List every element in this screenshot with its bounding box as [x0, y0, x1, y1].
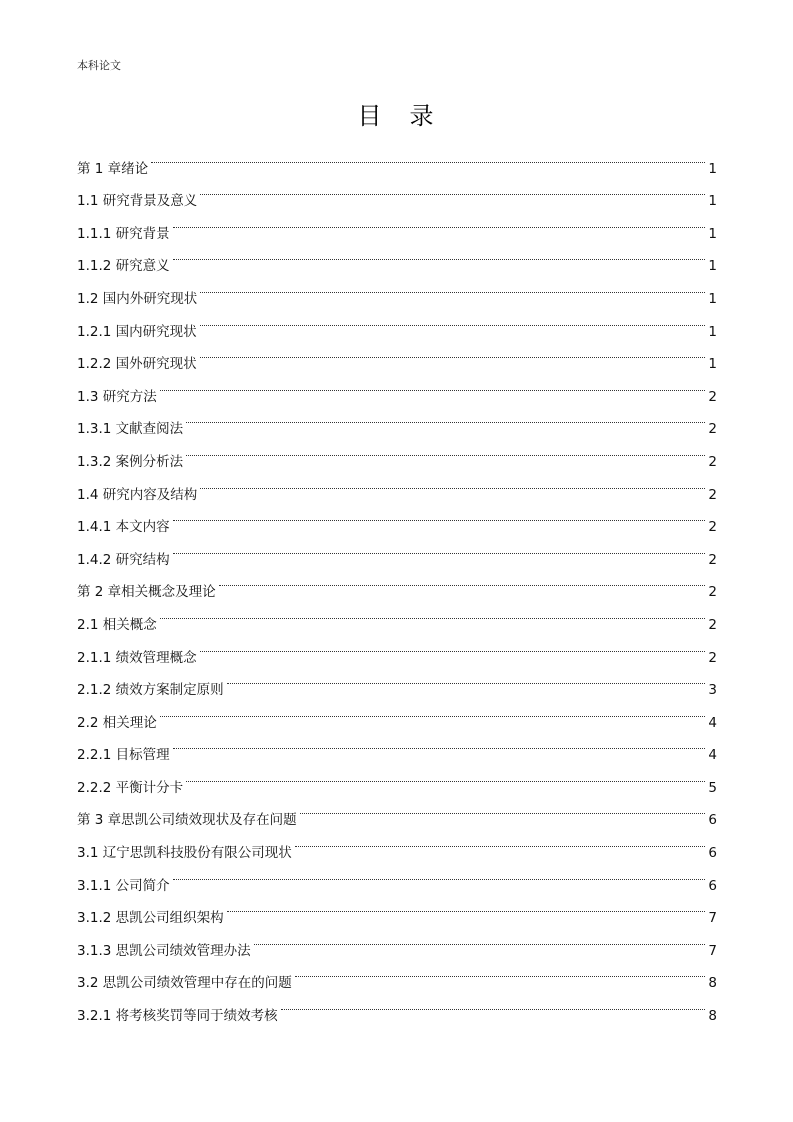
toc-entry-page-number: 1 — [708, 258, 717, 275]
toc-entry-page-number: 8 — [708, 1008, 717, 1025]
toc-entry[interactable] — [77, 173, 717, 210]
toc-entry-label[interactable]: 3.1 辽宁思凯科技股份有限公司现状 — [77, 845, 292, 862]
toc-entry-label[interactable]: 2.1.2 绩效方案制定原则 — [77, 682, 224, 699]
toc-entry-page-number: 1 — [708, 323, 717, 340]
toc-entry[interactable] — [77, 401, 717, 438]
toc-title-part2: 录 — [409, 102, 436, 130]
toc-entry-page-number: 2 — [708, 616, 717, 633]
toc-entry-label[interactable]: 2.2.2 平衡计分卡 — [77, 779, 184, 796]
toc-dot-leader — [200, 336, 706, 369]
toc-dot-leader — [254, 922, 706, 955]
toc-entry-label[interactable]: 1.3.2 案例分析法 — [77, 453, 184, 470]
toc-dot-leader — [173, 857, 706, 890]
toc-dot-leader — [186, 433, 705, 466]
toc-entry-label[interactable]: 1.1.1 研究背景 — [77, 225, 170, 242]
toc-entry-label[interactable]: 1.1.2 研究意义 — [77, 258, 170, 275]
toc-entry-label[interactable]: 3.1.2 思凯公司组织架构 — [77, 910, 224, 927]
toc-entry-label[interactable]: 1.2.2 国外研究现状 — [77, 356, 197, 373]
toc-entry-label[interactable]: 1.2 国内外研究现状 — [77, 290, 198, 307]
toc-entry-label[interactable]: 3.1.3 思凯公司绩效管理办法 — [77, 942, 251, 959]
toc-dot-leader — [160, 368, 706, 401]
toc-entry-page-number: 7 — [708, 942, 717, 959]
toc-entry-label[interactable]: 1.4 研究内容及结构 — [77, 486, 198, 503]
toc-dot-leader — [173, 727, 706, 760]
toc-entry-label[interactable]: 2.2.1 目标管理 — [77, 747, 170, 764]
toc-dot-leader — [295, 955, 706, 988]
toc-dot-leader — [173, 499, 706, 532]
toc-entry-label[interactable]: 第 1 章绪论 — [77, 160, 149, 177]
toc-entry-page-number: 4 — [708, 747, 717, 764]
toc-dot-leader — [160, 596, 706, 629]
toc-list — [77, 140, 717, 1025]
toc-entry[interactable] — [77, 270, 717, 307]
toc-entry-page-number: 4 — [708, 714, 717, 731]
toc-entry-page-number: 8 — [708, 975, 717, 992]
toc-entry-label[interactable]: 1.4.2 研究结构 — [77, 551, 170, 568]
toc-entry-label[interactable]: 1.1 研究背景及意义 — [77, 193, 198, 210]
toc-entry[interactable] — [77, 499, 717, 536]
toc-entry-page-number: 3 — [708, 682, 717, 699]
toc-entry-page-number: 2 — [708, 388, 717, 405]
toc-entry[interactable] — [77, 368, 717, 405]
toc-entry-page-number: 6 — [708, 845, 717, 862]
toc-dot-leader — [200, 270, 705, 303]
toc-entry-page-number: 6 — [708, 812, 717, 829]
toc-entry-label[interactable]: 1.3.1 文献查阅法 — [77, 421, 184, 438]
toc-dot-leader — [173, 531, 706, 564]
toc-entry-label[interactable]: 1.2.1 国内研究现状 — [77, 323, 197, 340]
toc-dot-leader — [186, 759, 705, 792]
toc-entry-page-number: 2 — [708, 649, 717, 666]
toc-entry-page-number: 5 — [708, 779, 717, 796]
toc-dot-leader — [200, 629, 706, 662]
toc-entry[interactable] — [77, 564, 717, 601]
toc-entry-page-number: 2 — [708, 421, 717, 438]
toc-entry-label[interactable]: 1.3 研究方法 — [77, 388, 157, 405]
toc-entry-label[interactable]: 2.2 相关理论 — [77, 714, 157, 731]
toc-entry[interactable] — [77, 205, 717, 242]
toc-entry-label[interactable]: 2.1.1 绩效管理概念 — [77, 649, 197, 666]
toc-dot-leader — [151, 140, 705, 173]
toc-entry-page-number: 6 — [708, 877, 717, 894]
toc-entry-page-number: 2 — [708, 584, 717, 601]
toc-entry-page-number: 1 — [708, 290, 717, 307]
toc-entry[interactable] — [77, 531, 717, 568]
toc-entry-label[interactable]: 3.1.1 公司简介 — [77, 877, 170, 894]
toc-dot-leader — [186, 401, 705, 434]
toc-entry-page-number: 7 — [708, 910, 717, 927]
toc-dot-leader — [173, 238, 706, 271]
toc-entry-page-number: 2 — [708, 486, 717, 503]
toc-entry-label[interactable]: 第 3 章思凯公司绩效现状及存在问题 — [77, 812, 297, 829]
toc-dot-leader — [227, 890, 706, 923]
toc-entry-page-number: 2 — [708, 519, 717, 536]
toc-entry-page-number: 1 — [708, 160, 717, 177]
toc-entry[interactable] — [77, 727, 717, 764]
toc-entry-page-number: 1 — [708, 193, 717, 210]
toc-entry-page-number: 2 — [708, 453, 717, 470]
toc-entry-label[interactable]: 第 2 章相关概念及理论 — [77, 584, 216, 601]
toc-entry[interactable] — [77, 890, 717, 927]
toc-dot-leader — [300, 792, 706, 825]
running-header: 本科论文 — [77, 59, 121, 72]
toc-dot-leader — [200, 173, 705, 206]
toc-entry-label[interactable]: 1.4.1 本文内容 — [77, 519, 170, 536]
toc-entry[interactable] — [77, 140, 717, 177]
toc-entry[interactable] — [77, 759, 717, 796]
toc-entry[interactable] — [77, 238, 717, 275]
toc-entry-label[interactable]: 3.2 思凯公司绩效管理中存在的问题 — [77, 975, 292, 992]
toc-title — [0, 100, 793, 132]
toc-entry[interactable] — [77, 857, 717, 894]
toc-dot-leader — [281, 987, 706, 1020]
toc-dot-leader — [227, 662, 706, 695]
toc-dot-leader — [160, 694, 706, 727]
toc-entry[interactable] — [77, 629, 717, 666]
toc-dot-leader — [173, 205, 706, 238]
toc-entry-page-number: 2 — [708, 551, 717, 568]
toc-entry-label[interactable]: 2.1 相关概念 — [77, 616, 157, 633]
toc-dot-leader — [295, 824, 706, 857]
toc-entry-page-number: 1 — [708, 356, 717, 373]
toc-dot-leader — [200, 303, 706, 336]
toc-title-part1: 目 — [357, 102, 384, 130]
toc-entry[interactable] — [77, 596, 717, 633]
toc-entry-label[interactable]: 3.2.1 将考核奖罚等同于绩效考核 — [77, 1008, 278, 1025]
toc-dot-leader — [200, 466, 705, 499]
toc-entry[interactable] — [77, 694, 717, 731]
toc-entry-page-number: 1 — [708, 225, 717, 242]
toc-dot-leader — [219, 564, 706, 597]
